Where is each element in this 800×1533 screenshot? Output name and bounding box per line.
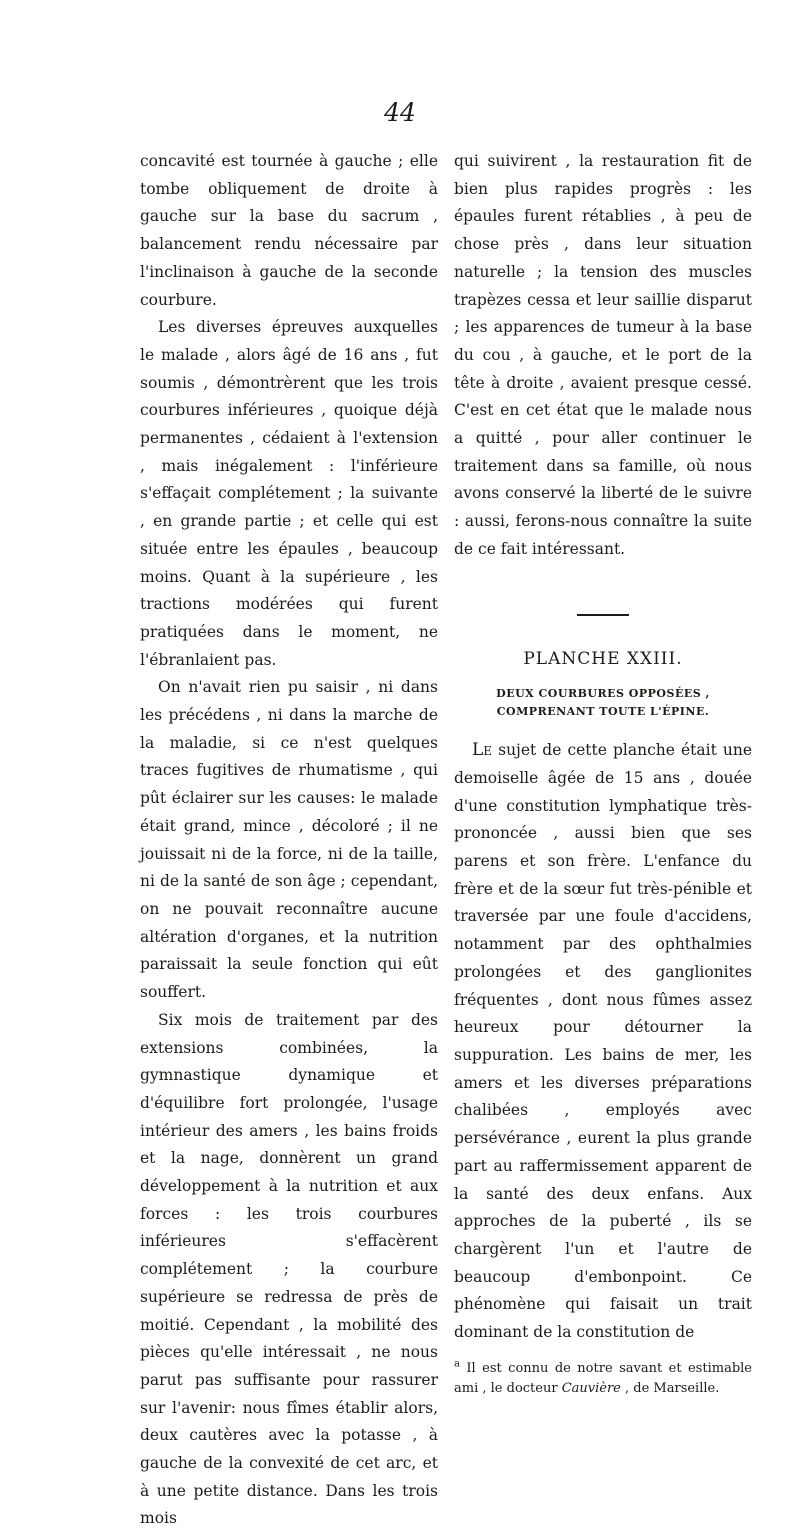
- footnote-text: Il est connu de notre savant et estimable ami , le docteur: [454, 1360, 752, 1396]
- plate-description-text: sujet de cette planche était une demoiselle âgée de 15 ans , douée d'une constitution lymphatique très-prononcée , aussi bien que ses parens et son frère. L'enfance du frère et de la sœur fut très-pénible et traversée par une foule d'accidens, notamment par des ophthalmies prolongées et des ganglionites fréquentes , dont nous fûmes assez heureux pour détourner la suppuration. Les bains de mer, les amers et les diverses préparations chalibées , employés avec persévérance , eurent la plus grande part au raffermissement apparent de la santé des deux enfans. Aux approches de la puberté , ils se chargèrent l'un et l'autre de beaucoup d'embonpoint. Ce phénomène qui faisait un trait dominant de la constitution de: [454, 741, 752, 1342]
- plate-subtitle: DEUX COURBURES OPPOSÉES , COMPRENANT TOUTE L'ÉPINE.: [496, 687, 710, 719]
- plate-title: PLANCHE XXIII.: [523, 648, 683, 669]
- paragraph-3: On n'avait rien pu saisir , ni dans les précédens , ni dans la marche de la maladie, si ce n'est quelques traces fugitives de rhumatisme , qui pût éclairer sur les causes: le malade était grand, mince , décoloré ; il ne jouissait ni de la force, ni de la taille, ni de la santé de son âge ; cependant, on ne pouvait reconnaître aucune altération d'organes, et la nutrition paraissait la seule fonction qui eût souffert.: [140, 678, 438, 1002]
- footnote-name: Cauvière: [561, 1380, 621, 1396]
- section-divider: [577, 614, 629, 616]
- footnote-text-end: , de Marseille.: [620, 1380, 720, 1396]
- footnote: [454, 1359, 752, 1399]
- page-number: 44: [384, 98, 416, 127]
- footnote-marker: a: [454, 1358, 460, 1370]
- paragraph-2: Les diverses épreuves auxquelles le malade , alors âgé de 16 ans , fut soumis , démontrèrent que les trois courbures inférieures , quoique déjà permanentes , cédaient à l'extension , mais inégalement : l'inférieure s'effaçait complétement ; la suivante , en grande partie ; et celle qui est située entre les épaules , beaucoup moins. Quant à la supérieure , les tractions modérées qui furent pratiquées dans le moment, ne l'ébranlaient pas.: [140, 318, 438, 669]
- paragraph-4: Six mois de traitement par des extensions combinées, la gymnastique dynamique et d'équilibre fort prolongée, l'usage intérieur des amers , les bains froids et la nage, donnèrent un grand développement à la nutrition et aux forces : les trois courbures inférieures s'effacèrent complétement ; la courbure supérieure se redressa de près de moitié. Cependant , la mobilité des pièces qu'elle intéressait , ne nous parut pas suffisante pour rassurer sur l'avenir: nous fîmes établir alors, deux cautères avec la potasse , à gauche de la convexité de cet arc, et à une petite distance. Dans les trois mois: [140, 1010, 438, 1528]
- paragraph-1: concavité est tournée à gauche ; elle tombe obliquement de droite à gauche sur la base du sacrum , balancement rendu nécessaire par l'inclinaison à gauche de la seconde courbure.: [140, 152, 438, 309]
- left-column: [140, 148, 438, 1533]
- lead-word: Le: [472, 740, 493, 761]
- continuation-paragraph: qui suivirent , la restauration fit de bien plus rapides progrès : les épaules furent rétablies , à peu de chose près , dans leur situation naturelle ; la tension des muscles trapèzes cessa et leur saillie disparut ; les apparences de tumeur à la base du cou , à gauche, et le port de la tête à droite , avaient presque cessé. C'est en cet état que le malade nous a quitté , pour aller continuer le traitement dans sa famille, où nous avons conservé la liberté de le suivre : aussi, ferons-nous connaître la suite de ce fait intéressant.: [454, 152, 752, 558]
- plate-description: [454, 737, 752, 1346]
- right-column: [454, 148, 752, 1399]
